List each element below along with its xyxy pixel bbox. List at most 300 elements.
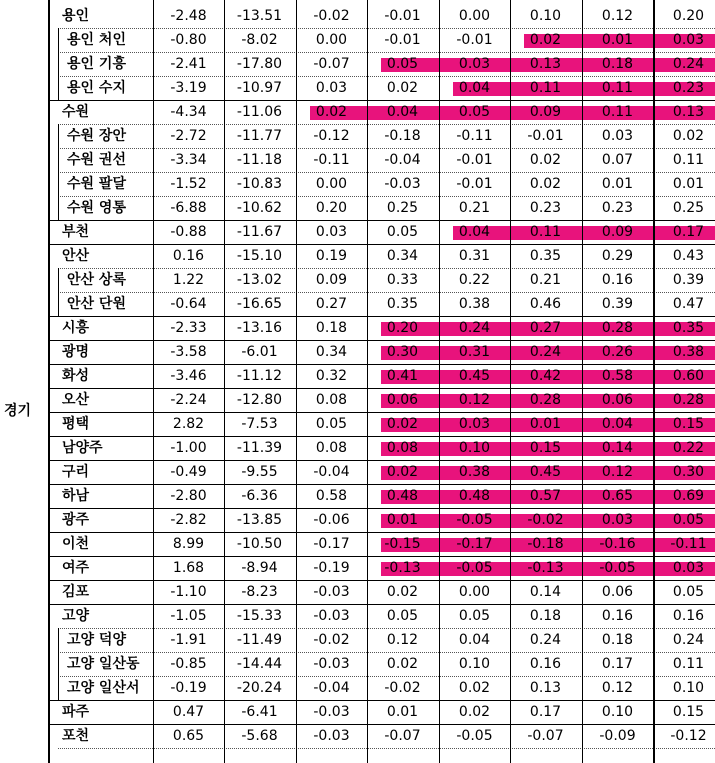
column-divider bbox=[439, 0, 440, 763]
value-cell: 0.48 bbox=[458, 488, 491, 504]
value-cell: 0.02 bbox=[315, 104, 348, 120]
row-label: 용인 처인 bbox=[67, 32, 126, 48]
value-cell: -0.49 bbox=[170, 464, 207, 480]
value-cell: 0.24 bbox=[672, 632, 705, 648]
value-cell: 0.31 bbox=[458, 344, 491, 360]
value-cell: -0.13 bbox=[527, 560, 564, 576]
value-cell: -0.11 bbox=[670, 536, 707, 552]
value-cell: 0.00 bbox=[458, 8, 491, 24]
value-cell: 0.02 bbox=[386, 656, 419, 672]
value-cell: -0.01 bbox=[456, 176, 493, 192]
value-cell: 0.20 bbox=[672, 8, 705, 24]
table-row bbox=[0, 436, 715, 460]
table-row bbox=[0, 676, 715, 700]
value-cell: 0.08 bbox=[315, 392, 348, 408]
value-cell: 0.18 bbox=[601, 632, 634, 648]
value-cell: -0.01 bbox=[384, 32, 421, 48]
value-cell: -10.83 bbox=[236, 176, 283, 192]
value-cell: 0.47 bbox=[172, 704, 205, 720]
value-cell: 0.35 bbox=[672, 320, 705, 336]
table-row bbox=[0, 4, 715, 28]
value-cell: 0.01 bbox=[672, 176, 705, 192]
value-cell: -11.18 bbox=[236, 152, 283, 168]
value-cell: -15.10 bbox=[236, 248, 283, 264]
value-cell: -0.01 bbox=[456, 152, 493, 168]
value-cell: 0.09 bbox=[529, 104, 562, 120]
row-label: 수원 장안 bbox=[67, 128, 126, 144]
table-row bbox=[0, 52, 715, 76]
value-cell: -0.05 bbox=[456, 512, 493, 528]
value-cell: -6.01 bbox=[241, 344, 278, 360]
table-row bbox=[0, 484, 715, 508]
value-cell: 0.27 bbox=[529, 320, 562, 336]
value-cell: 0.12 bbox=[601, 8, 634, 24]
value-cell: 0.48 bbox=[386, 488, 419, 504]
value-cell: -0.17 bbox=[456, 536, 493, 552]
value-cell: -0.64 bbox=[170, 296, 207, 312]
row-label: 용인 bbox=[62, 8, 90, 24]
row-label: 고양 일산동 bbox=[67, 656, 140, 672]
value-cell: 0.28 bbox=[529, 392, 562, 408]
value-cell: 0.39 bbox=[672, 272, 705, 288]
value-cell: 0.30 bbox=[386, 344, 419, 360]
value-cell: 0.58 bbox=[601, 368, 634, 384]
value-cell: 0.02 bbox=[529, 152, 562, 168]
table-row bbox=[0, 124, 715, 148]
value-cell: -0.02 bbox=[313, 632, 350, 648]
value-cell: -0.04 bbox=[313, 680, 350, 696]
value-cell: -13.51 bbox=[236, 8, 283, 24]
value-cell: 0.38 bbox=[458, 464, 491, 480]
table-row bbox=[0, 556, 715, 580]
value-cell: 0.06 bbox=[386, 392, 419, 408]
row-label: 구리 bbox=[62, 464, 90, 480]
value-cell: 0.14 bbox=[601, 440, 634, 456]
value-cell: 0.23 bbox=[672, 80, 705, 96]
value-cell: -1.91 bbox=[170, 632, 207, 648]
value-cell: 0.01 bbox=[386, 704, 419, 720]
value-cell: 0.16 bbox=[601, 608, 634, 624]
value-cell: 0.04 bbox=[458, 80, 491, 96]
value-cell: -3.46 bbox=[170, 368, 207, 384]
value-cell: 0.12 bbox=[458, 392, 491, 408]
value-cell: -8.23 bbox=[241, 584, 278, 600]
indent-divider bbox=[58, 628, 59, 700]
value-cell: 0.24 bbox=[458, 320, 491, 336]
value-cell: -0.03 bbox=[313, 728, 350, 744]
value-cell: -0.06 bbox=[313, 512, 350, 528]
table-row bbox=[0, 508, 715, 532]
value-cell: 0.02 bbox=[529, 176, 562, 192]
value-cell: 0.12 bbox=[601, 680, 634, 696]
value-cell: -7.53 bbox=[241, 416, 278, 432]
row-label: 파주 bbox=[62, 704, 90, 720]
value-cell: -11.67 bbox=[236, 224, 283, 240]
value-cell: 0.10 bbox=[601, 704, 634, 720]
value-cell: 0.03 bbox=[672, 560, 705, 576]
value-cell: 0.42 bbox=[529, 368, 562, 384]
value-cell: -0.02 bbox=[527, 512, 564, 528]
value-cell: -0.12 bbox=[313, 128, 350, 144]
value-cell: 0.21 bbox=[458, 200, 491, 216]
value-cell: 0.13 bbox=[529, 680, 562, 696]
row-label: 하남 bbox=[62, 488, 90, 504]
value-cell: 0.00 bbox=[315, 32, 348, 48]
value-cell: -10.97 bbox=[236, 80, 283, 96]
value-cell: -0.85 bbox=[170, 656, 207, 672]
value-cell: 0.11 bbox=[672, 656, 705, 672]
value-cell: 0.15 bbox=[672, 704, 705, 720]
value-cell: -17.80 bbox=[236, 56, 283, 72]
value-cell: 0.14 bbox=[529, 584, 562, 600]
value-cell: 0.19 bbox=[315, 248, 348, 264]
value-cell: 0.06 bbox=[601, 584, 634, 600]
row-label: 김포 bbox=[62, 584, 90, 600]
value-cell: 0.23 bbox=[601, 200, 634, 216]
value-cell: -13.85 bbox=[236, 512, 283, 528]
value-cell: 8.99 bbox=[172, 536, 205, 552]
indent-divider bbox=[58, 268, 59, 316]
value-cell: 0.11 bbox=[601, 80, 634, 96]
value-cell: 0.13 bbox=[529, 56, 562, 72]
value-cell: 0.27 bbox=[315, 296, 348, 312]
value-cell: 0.25 bbox=[386, 200, 419, 216]
table-row bbox=[0, 316, 715, 340]
value-cell: 0.33 bbox=[386, 272, 419, 288]
value-cell: 0.02 bbox=[386, 416, 419, 432]
value-cell: 0.09 bbox=[601, 224, 634, 240]
row-label: 화성 bbox=[62, 368, 90, 384]
value-cell: -0.80 bbox=[170, 32, 207, 48]
row-label: 광주 bbox=[62, 512, 90, 528]
indent-divider bbox=[58, 28, 59, 100]
value-cell: 0.04 bbox=[601, 416, 634, 432]
row-label: 고양 bbox=[62, 608, 90, 624]
value-cell: -0.02 bbox=[313, 8, 350, 24]
row-label: 수원 bbox=[62, 104, 90, 120]
value-cell: 0.00 bbox=[315, 176, 348, 192]
table-row bbox=[0, 628, 715, 652]
value-cell: 0.35 bbox=[386, 296, 419, 312]
value-cell: 0.02 bbox=[386, 80, 419, 96]
value-cell: 0.18 bbox=[315, 320, 348, 336]
row-label: 시흥 bbox=[62, 320, 90, 336]
value-cell: 0.10 bbox=[458, 440, 491, 456]
value-cell: -11.06 bbox=[236, 104, 283, 120]
value-cell: 0.10 bbox=[672, 680, 705, 696]
value-cell: 0.01 bbox=[386, 512, 419, 528]
value-cell: 0.05 bbox=[672, 512, 705, 528]
value-cell: 0.10 bbox=[529, 8, 562, 24]
row-label: 고양 일산서 bbox=[67, 680, 140, 696]
value-cell: 0.34 bbox=[315, 344, 348, 360]
value-cell: -0.07 bbox=[527, 728, 564, 744]
value-cell: 0.17 bbox=[601, 656, 634, 672]
value-cell: 0.65 bbox=[172, 728, 205, 744]
column-divider bbox=[510, 0, 511, 763]
column-divider bbox=[367, 0, 368, 763]
value-cell: -0.07 bbox=[313, 56, 350, 72]
value-cell: -0.03 bbox=[384, 176, 421, 192]
value-cell: 0.01 bbox=[601, 176, 634, 192]
table-row bbox=[0, 100, 715, 124]
value-cell: -8.94 bbox=[241, 560, 278, 576]
value-cell: -6.88 bbox=[170, 200, 207, 216]
table-row bbox=[0, 196, 715, 220]
row-label: 여주 bbox=[62, 560, 90, 576]
value-cell: 0.28 bbox=[601, 320, 634, 336]
value-cell: -13.16 bbox=[236, 320, 283, 336]
table-row bbox=[0, 292, 715, 316]
value-cell: -2.72 bbox=[170, 128, 207, 144]
value-cell: -0.16 bbox=[599, 536, 636, 552]
value-cell: 0.39 bbox=[601, 296, 634, 312]
value-cell: -3.34 bbox=[170, 152, 207, 168]
value-cell: 0.02 bbox=[458, 680, 491, 696]
value-cell: 0.02 bbox=[386, 464, 419, 480]
value-cell: 0.00 bbox=[458, 584, 491, 600]
value-cell: 0.47 bbox=[672, 296, 705, 312]
row-label: 수원 팔달 bbox=[67, 176, 126, 192]
value-cell: -1.10 bbox=[170, 584, 207, 600]
value-cell: -0.03 bbox=[313, 608, 350, 624]
value-cell: 0.05 bbox=[315, 416, 348, 432]
value-cell: -9.55 bbox=[241, 464, 278, 480]
value-cell: 0.16 bbox=[601, 272, 634, 288]
value-cell: 0.16 bbox=[172, 248, 205, 264]
value-cell: -11.12 bbox=[236, 368, 283, 384]
value-cell: 0.11 bbox=[529, 224, 562, 240]
table-row bbox=[0, 580, 715, 604]
value-cell: 0.09 bbox=[315, 272, 348, 288]
value-cell: 0.41 bbox=[386, 368, 419, 384]
value-cell: 0.17 bbox=[672, 224, 705, 240]
value-cell: -0.01 bbox=[527, 128, 564, 144]
value-cell: -11.49 bbox=[236, 632, 283, 648]
table-row bbox=[0, 700, 715, 724]
value-cell: 0.04 bbox=[386, 104, 419, 120]
value-cell: -6.41 bbox=[241, 704, 278, 720]
row-label: 수원 영통 bbox=[67, 200, 126, 216]
row-label: 부천 bbox=[62, 224, 90, 240]
value-cell: -2.48 bbox=[170, 8, 207, 24]
value-cell: -2.33 bbox=[170, 320, 207, 336]
value-cell: -0.12 bbox=[670, 728, 707, 744]
value-cell: -2.80 bbox=[170, 488, 207, 504]
value-cell: 0.10 bbox=[458, 656, 491, 672]
value-cell: 0.11 bbox=[601, 104, 634, 120]
value-cell: -0.88 bbox=[170, 224, 207, 240]
value-cell: 1.22 bbox=[172, 272, 205, 288]
value-cell: 0.01 bbox=[529, 416, 562, 432]
value-cell: 0.05 bbox=[386, 608, 419, 624]
value-cell: -0.05 bbox=[456, 560, 493, 576]
value-cell: -1.00 bbox=[170, 440, 207, 456]
value-cell: -1.05 bbox=[170, 608, 207, 624]
value-cell: 0.24 bbox=[529, 344, 562, 360]
row-label: 고양 덕양 bbox=[67, 632, 126, 648]
value-cell: 0.38 bbox=[458, 296, 491, 312]
value-cell: -20.24 bbox=[236, 680, 283, 696]
value-cell: 0.24 bbox=[529, 632, 562, 648]
table-row bbox=[0, 268, 715, 292]
value-cell: -0.13 bbox=[384, 560, 421, 576]
value-cell: 0.45 bbox=[458, 368, 491, 384]
table-row bbox=[0, 460, 715, 484]
value-cell: 0.11 bbox=[529, 80, 562, 96]
value-cell: -0.01 bbox=[384, 8, 421, 24]
value-cell: 0.07 bbox=[601, 152, 634, 168]
value-cell: 0.23 bbox=[529, 200, 562, 216]
table-row bbox=[0, 220, 715, 244]
value-cell: 0.22 bbox=[672, 440, 705, 456]
table-row bbox=[0, 604, 715, 628]
value-cell: -2.82 bbox=[170, 512, 207, 528]
value-cell: 0.03 bbox=[458, 416, 491, 432]
value-cell: -0.18 bbox=[384, 128, 421, 144]
value-cell: 0.58 bbox=[315, 488, 348, 504]
row-label: 평택 bbox=[62, 416, 90, 432]
value-cell: 0.69 bbox=[672, 488, 705, 504]
value-cell: -2.24 bbox=[170, 392, 207, 408]
value-cell: 0.22 bbox=[458, 272, 491, 288]
row-label: 안산 단원 bbox=[67, 296, 126, 312]
value-cell: 0.03 bbox=[458, 56, 491, 72]
value-cell: -0.07 bbox=[384, 728, 421, 744]
value-cell: 0.06 bbox=[601, 392, 634, 408]
value-cell: 0.17 bbox=[529, 704, 562, 720]
column-divider bbox=[296, 0, 297, 763]
value-cell: 0.04 bbox=[458, 224, 491, 240]
value-cell: 0.08 bbox=[386, 440, 419, 456]
table-row bbox=[0, 412, 715, 436]
value-cell: -0.09 bbox=[599, 728, 636, 744]
table-row bbox=[0, 28, 715, 52]
value-cell: 0.65 bbox=[601, 488, 634, 504]
value-cell: 0.05 bbox=[386, 224, 419, 240]
value-cell: 0.02 bbox=[672, 128, 705, 144]
table-row bbox=[0, 244, 715, 268]
value-cell: -0.04 bbox=[313, 464, 350, 480]
value-cell: 0.45 bbox=[529, 464, 562, 480]
value-cell: -0.19 bbox=[313, 560, 350, 576]
value-cell: -15.33 bbox=[236, 608, 283, 624]
value-cell: 0.57 bbox=[529, 488, 562, 504]
value-cell: -12.80 bbox=[236, 392, 283, 408]
row-label: 수원 권선 bbox=[67, 152, 126, 168]
value-cell: -11.77 bbox=[236, 128, 283, 144]
value-cell: 0.05 bbox=[458, 104, 491, 120]
value-cell: -0.11 bbox=[456, 128, 493, 144]
row-label: 포천 bbox=[62, 728, 90, 744]
value-cell: 0.18 bbox=[529, 608, 562, 624]
value-cell: -0.19 bbox=[170, 680, 207, 696]
value-cell: 0.13 bbox=[672, 104, 705, 120]
column-divider bbox=[48, 0, 50, 763]
value-cell: 0.03 bbox=[601, 128, 634, 144]
table-row bbox=[0, 340, 715, 364]
value-cell: 0.16 bbox=[672, 608, 705, 624]
value-cell: 0.20 bbox=[315, 200, 348, 216]
table-row bbox=[0, 388, 715, 412]
value-cell: 0.08 bbox=[315, 440, 348, 456]
column-divider bbox=[653, 0, 655, 763]
table-row bbox=[0, 724, 715, 748]
value-cell: -0.05 bbox=[599, 560, 636, 576]
value-cell: 0.25 bbox=[672, 200, 705, 216]
value-cell: 0.01 bbox=[601, 32, 634, 48]
value-cell: -10.50 bbox=[236, 536, 283, 552]
row-label: 오산 bbox=[62, 392, 90, 408]
table-row bbox=[0, 364, 715, 388]
table-row bbox=[0, 652, 715, 676]
table-row bbox=[0, 76, 715, 100]
value-cell: 0.02 bbox=[529, 32, 562, 48]
value-cell: 0.05 bbox=[386, 56, 419, 72]
value-cell: -0.02 bbox=[384, 680, 421, 696]
province-label: 경기 bbox=[4, 403, 32, 419]
value-cell: 0.03 bbox=[601, 512, 634, 528]
value-cell: 0.16 bbox=[529, 656, 562, 672]
value-cell: -0.17 bbox=[313, 536, 350, 552]
table-row bbox=[0, 172, 715, 196]
value-cell: -2.41 bbox=[170, 56, 207, 72]
value-cell: -10.62 bbox=[236, 200, 283, 216]
row-label: 안산 상록 bbox=[67, 272, 126, 288]
value-cell: 0.20 bbox=[386, 320, 419, 336]
value-cell: 0.03 bbox=[672, 32, 705, 48]
value-cell: -0.04 bbox=[384, 152, 421, 168]
row-label: 안산 bbox=[62, 248, 90, 264]
value-cell: 0.03 bbox=[315, 224, 348, 240]
value-cell: 0.15 bbox=[672, 416, 705, 432]
value-cell: -5.68 bbox=[241, 728, 278, 744]
value-cell: 0.60 bbox=[672, 368, 705, 384]
value-cell: 0.35 bbox=[529, 248, 562, 264]
column-divider bbox=[153, 0, 154, 763]
value-cell: 0.03 bbox=[315, 80, 348, 96]
value-cell: -0.03 bbox=[313, 584, 350, 600]
value-cell: 0.26 bbox=[601, 344, 634, 360]
row-label: 이천 bbox=[62, 536, 90, 552]
value-cell: 0.29 bbox=[601, 248, 634, 264]
value-cell: -0.05 bbox=[456, 728, 493, 744]
value-cell: 0.02 bbox=[458, 704, 491, 720]
indent-divider bbox=[58, 124, 59, 220]
value-cell: 1.68 bbox=[172, 560, 205, 576]
value-cell: 0.11 bbox=[672, 152, 705, 168]
table-row bbox=[0, 532, 715, 556]
column-divider bbox=[582, 0, 583, 763]
value-cell: 0.28 bbox=[672, 392, 705, 408]
value-cell: 0.43 bbox=[672, 248, 705, 264]
value-cell: 0.34 bbox=[386, 248, 419, 264]
value-cell: 0.05 bbox=[458, 608, 491, 624]
value-cell: -3.19 bbox=[170, 80, 207, 96]
row-divider bbox=[58, 748, 715, 749]
value-cell: -0.01 bbox=[456, 32, 493, 48]
value-cell: 0.46 bbox=[529, 296, 562, 312]
value-cell: 0.30 bbox=[672, 464, 705, 480]
value-cell: -6.36 bbox=[241, 488, 278, 504]
value-cell: -0.03 bbox=[313, 656, 350, 672]
value-cell: -0.03 bbox=[313, 704, 350, 720]
value-cell: -13.02 bbox=[236, 272, 283, 288]
value-cell: 0.31 bbox=[458, 248, 491, 264]
row-label: 광명 bbox=[62, 344, 90, 360]
value-cell: -1.52 bbox=[170, 176, 207, 192]
value-cell: 0.24 bbox=[672, 56, 705, 72]
